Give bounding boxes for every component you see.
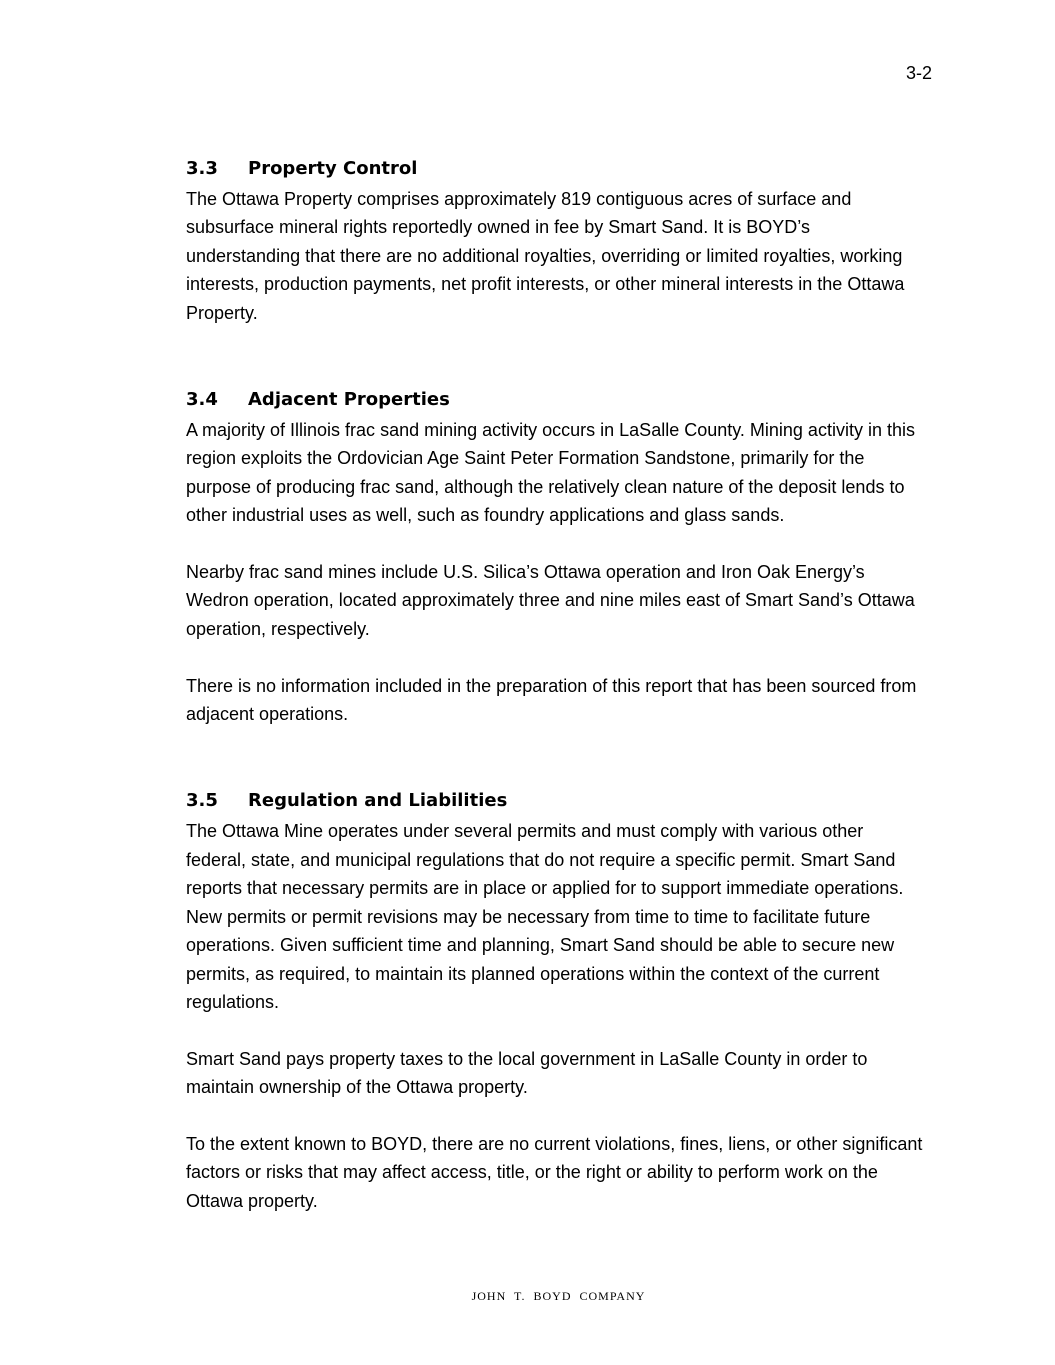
company-footer: JOHN T. BOYD COMPANY — [471, 1289, 646, 1303]
section-heading — [186, 387, 926, 413]
section-title: Adjacent Properties — [248, 389, 450, 411]
section-adjacent-properties — [186, 387, 926, 728]
paragraph: The Ottawa Property comprises approximately 819 contiguous acres of surface and subsurface mineral rights reportedly owned in fee by Smart Sand. It is BOYD’s understanding that there are no additional royalties, overriding or limited royalties, working interests, production payments, net profit interests, or other mineral interests in the Ottawa Property. — [186, 189, 905, 323]
paragraph: Smart Sand pays property taxes to the local government in LaSalle County in order to maintain ownership of the Ottawa property. — [186, 1048, 868, 1098]
section-heading — [186, 788, 926, 814]
section-number: 3.4 — [186, 389, 218, 411]
section-property-control — [186, 156, 926, 327]
section-regulation-and-liabilities — [186, 788, 926, 1215]
section-title: Property Control — [248, 158, 418, 179]
paragraph: Nearby frac sand mines include U.S. Silica’s Ottawa operation and Iron Oak Energy’s Wedron operation, located approximately three and nine miles east of Smart Sand’s Ottawa operation, respectively. — [186, 562, 915, 639]
paragraph: A majority of Illinois frac sand mining activity occurs in LaSalle County. Mining activity in this region exploits the Ordovician Age Saint Peter Formation Sandstone, primarily for the purpose of producing frac sand, although the relatively clean nature of the deposit lends to other industrial uses as well, such as foundry applications and glass sands. — [186, 420, 915, 526]
paragraph: The Ottawa Mine operates under several permits and must comply with various other federal, state, and municipal regulations that do not require a specific permit. Smart Sand reports that necessary permits are in place or applied for to support immediate operations. New permits or permit revisions may be necessary from time to time to facilitate future operations. Given sufficient time and planning, Smart Sand should be able to secure new permits, as required, to maintain its planned operations within the context of the current regulations. — [186, 821, 904, 1012]
section-number: 3.5 — [186, 790, 218, 812]
section-title: Regulation and Liabilities — [248, 790, 508, 812]
paragraph: There is no information included in the preparation of this report that has been sourced from adjacent operations. — [186, 675, 917, 725]
section-heading — [186, 156, 926, 182]
document-body — [186, 156, 926, 1215]
paragraph: To the extent known to BOYD, there are no current violations, fines, liens, or other significant factors or risks that may affect access, title, or the right or ability to perform work on the Ottawa property. — [186, 1133, 923, 1211]
section-number: 3.3 — [186, 158, 218, 179]
page-number: 3-2 — [905, 63, 932, 83]
